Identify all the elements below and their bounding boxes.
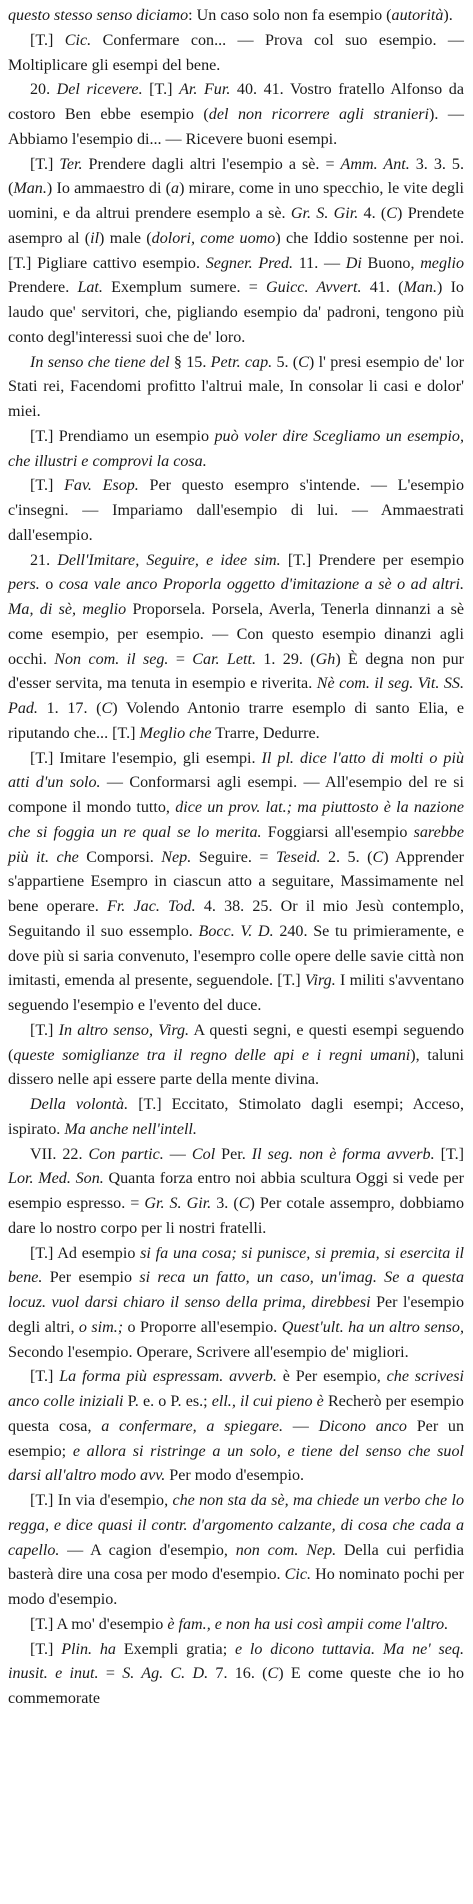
italic-text-run: In altro senso, Virg. [58, 1021, 190, 1039]
text-run: 4. 38. 25. Or il mio Jesù contemplo, Seguitando il suo essemplo. [8, 898, 464, 940]
text-run: o [39, 576, 59, 594]
entry-paragraph [8, 1019, 464, 1093]
text-run: [T.] [142, 81, 180, 99]
text-run: Exemplum sumere. = [102, 279, 267, 297]
text-run: ) Per cotale assempro, dobbiamo dare lo nostro corpo per li nostri fratelli. [8, 1195, 464, 1237]
text-run: Proporsela. Porsela, Averla, Tenerla dinnanzi a sè come esempio, per esempio. — Con questo esempio dinanzi agli occhi. [8, 601, 464, 668]
text-run: Ho nominato pochi per modo d'esempio. [8, 1566, 465, 1608]
italic-text-run: Dell'Imitare, Seguire, e idee sim. [57, 551, 281, 569]
italic-text-run: Gr. S. Gir. [290, 205, 359, 222]
italic-text-run: del non ricorrere agli stranieri [208, 106, 429, 123]
italic-text-run: In senso che tiene del [30, 353, 170, 371]
italic-text-run: che scrivesi anco colle iniziali [8, 1368, 464, 1410]
italic-text-run: non com. Nep. [235, 1541, 337, 1559]
text-run: ) Apprender s'appartiene Esempro in ciascun atto a seguitare, Massimamente nel bene operare. [8, 848, 464, 915]
text-run: è Per esempio, [276, 1368, 387, 1386]
text-run: [T.] [30, 155, 60, 173]
italic-text-run: sarebbe più it. che [8, 823, 464, 866]
italic-text-run: Lat. [77, 279, 103, 297]
italic-text-run: Fav. Esop. [64, 477, 139, 495]
text-run: Per. [215, 1145, 252, 1163]
text-run: Per questo esempro s'intende. — L'esempio c'insegni. — Impariamo dall'esempio di lui. — Ammaestrati dall'esempio. [8, 477, 464, 544]
text-run: [T.] [434, 1145, 465, 1163]
italic-text-run: Guicc. Avvert. [266, 279, 362, 297]
text-run: Per esempio [42, 1269, 140, 1287]
italic-text-run: è fam., e non ha usi così ampii come l'altro. [167, 1615, 449, 1633]
italic-text-run: Gr. S. Gir. [144, 1195, 212, 1212]
entry-paragraph [8, 1093, 464, 1143]
text-run: o Proporre all'esempio. [123, 1318, 282, 1336]
text-run: — [163, 1145, 192, 1163]
italic-text-run: Della volontà. [30, 1096, 129, 1113]
italic-text-run: Teseid. [275, 848, 321, 866]
italic-text-run: dice un prov. lat.; ma piuttosto è la nazione che si foggia un re qual se lo merita. [8, 799, 464, 841]
entry-paragraph [8, 153, 464, 351]
italic-text-run: questo stesso senso diciamo [8, 7, 189, 24]
italic-text-run: Ma anche nell'intell. [64, 1120, 197, 1138]
text-run: : Un caso solo non fa esempio ( [188, 7, 392, 24]
text-run: 21. [30, 551, 58, 569]
text-run: 11. — [293, 254, 346, 272]
italic-text-run: a [171, 180, 180, 198]
text-run: 41. ( [361, 279, 404, 297]
text-run: ) E come queste che io ho commemorate [8, 1665, 465, 1707]
italic-text-run: Cic. [284, 1566, 312, 1584]
entry-paragraph [8, 4, 464, 29]
text-run: [T.] Prendere per esempio [280, 551, 464, 569]
entry-paragraph [8, 747, 464, 1019]
text-run: Buono, [361, 254, 421, 272]
italic-text-run: Il pl. dice l'atto di molti o più atti d'un solo. [8, 749, 464, 792]
italic-text-run: Del ricevere. [56, 81, 143, 99]
entry-paragraph [8, 1489, 464, 1613]
italic-text-run: C [267, 1665, 279, 1683]
text-run: ) Volendo Antonio trarre esemplo di santo Elia, e riputando che... [T.] [8, 700, 464, 742]
italic-text-run: Nep. [161, 848, 192, 866]
italic-text-run: che non sta da sè, ma chiede un verbo che lo regga, e dice quasi il contr. d'argomento calzante, di cosa che cada a capello. [8, 1492, 464, 1559]
text-run: Secondo l'esempio. Operare, Scrivere all'esempio de' migliori. [8, 1343, 409, 1361]
entry-paragraph [8, 1242, 464, 1366]
entry-paragraph [8, 474, 464, 548]
italic-text-run: ell., il cui pieno è [211, 1393, 324, 1410]
text-run: § 15. [169, 353, 211, 371]
text-run: — Conformarsi agli esempi. — All'esempio del re si compone il mondo tutto, [8, 774, 464, 816]
italic-text-run: C [372, 848, 384, 866]
italic-text-run: Petr. cap. [210, 353, 273, 371]
text-run: Comporsi. [78, 848, 162, 866]
text-run: 20. [30, 81, 57, 99]
text-run: Seguire. = [191, 848, 276, 866]
text-run: Exempli gratia; [115, 1640, 235, 1658]
text-run: = [168, 650, 193, 668]
italic-text-run: Cic. [64, 31, 92, 49]
italic-text-run: meglio [420, 254, 464, 272]
italic-text-run: queste somiglianze tra il regno delle api e i regni umani [13, 1046, 411, 1064]
text-run: ) l' presi esempio de' lor Stati rei, Facendomi profitto l'altrui male, In consolar li casi e dolor' miei. [8, 353, 464, 420]
italic-text-run: C [386, 205, 398, 222]
italic-text-run: si fa una cosa; si punisce, si premia, si esercita il bene. [8, 1244, 464, 1287]
italic-text-run: Quest'ult. ha un altro senso, [281, 1318, 464, 1336]
text-run: Recherò per esempio questa cosa, [8, 1393, 464, 1435]
text-run: = [98, 1665, 123, 1683]
italic-text-run: Fr. Jac. Tod. [107, 898, 196, 915]
italic-text-run: Di [345, 254, 362, 272]
text-run: Confermare con... — Prova col suo esempio. — Moltiplicare gli esempi del bene. [8, 31, 464, 74]
text-run: [T.] In via d'esempio, [30, 1492, 173, 1509]
italic-text-run: Con partic. [88, 1145, 164, 1163]
text-run: [T.] Eccitato, Stimolato dagli esempi; Acceso, ispirato. [8, 1096, 464, 1138]
italic-text-run: il [90, 229, 100, 247]
italic-text-run: può voler dire Scegliamo un esempio, che illustri e comprovi la cosa. [8, 427, 464, 470]
text-run: 1. 17. ( [37, 700, 102, 717]
text-run: [T.] Imitare l'esempio, gli esempi. [30, 749, 262, 767]
entry-paragraph [8, 1613, 464, 1638]
italic-text-run: Ter. [59, 155, 83, 173]
italic-text-run: si reca un fatto, un caso, un'imag. Se a questa locuz. vuol darsi chiaro il senso della prima, direbbesi [8, 1269, 464, 1311]
text-run: 3. ( [211, 1195, 239, 1212]
italic-text-run: o sim.; [78, 1318, 124, 1336]
italic-text-run: C [298, 353, 309, 371]
italic-text-run: Bocc. V. D. [198, 922, 274, 940]
italic-text-run: dolori, come uomo [151, 229, 276, 247]
text-run: ) Io ammaestro di ( [46, 180, 172, 198]
italic-text-run: La forma più espressam. avverb. [59, 1368, 277, 1386]
text-run: Prendere dagli altri l'esempio a sè. = [82, 155, 341, 173]
italic-text-run: Dicono anco [318, 1417, 407, 1435]
text-run: [T.] Ad esempio [30, 1244, 141, 1262]
italic-text-run: Nè com. il seg. Vit. SS. Pad. [8, 675, 464, 717]
text-run: — [283, 1417, 319, 1435]
text-run: Quanta forza entro noi abbia scultura Oggi si vede per esempio espresso. = [8, 1170, 464, 1212]
entry-paragraph [8, 78, 464, 152]
italic-text-run: Man. [403, 279, 437, 297]
text-run: I militi s'avventano seguendo l'esempio e l'evento del duce. [8, 972, 464, 1014]
entry-paragraph [8, 425, 464, 475]
text-run: ). [443, 7, 453, 24]
entry-paragraph [8, 351, 464, 425]
italic-text-run: C [238, 1195, 250, 1212]
text-run: [T.] [30, 1640, 62, 1658]
italic-text-run: e allora si ristringe a un solo, e tiene del senso che suol darsi all'altro modo avv. [8, 1442, 464, 1485]
text-run: ) Prendete asempro al ( [8, 205, 465, 247]
entry-paragraph [8, 29, 464, 79]
text-run: 7. 16. ( [208, 1665, 268, 1683]
italic-text-run: Il seg. non è forma avverb. [251, 1145, 435, 1163]
text-run: P. e. o P. es.; [123, 1393, 212, 1410]
text-run: ) mirare, come in uno specchio, le vite degli uomini, e da altrui prendere esemplo a sè. [8, 180, 464, 222]
italic-text-run: Car. Lett. [192, 650, 256, 668]
italic-text-run: Segner. Pred. [205, 254, 294, 272]
italic-text-run: a confermare, a spiegare. [101, 1417, 283, 1435]
text-run: 2. 5. ( [320, 848, 373, 866]
text-run: 5. ( [272, 353, 299, 371]
italic-text-run: S. Ag. C. D. [122, 1665, 209, 1683]
italic-text-run: Man. [13, 180, 47, 198]
text-run: ) Io laudo que' servitori, che, pigliando esempio da' padroni, tengono più conto degl'interessi suoi che de' loro. [8, 279, 464, 346]
italic-text-run: autorità [391, 7, 444, 24]
text-run: ) È degna non pur d'esser servita, ma tenuta in esempio e riverita. [8, 650, 465, 693]
text-run: A questi segni, e questi esempi seguendo ( [8, 1021, 465, 1064]
italic-text-run: cosa vale anco Proporla oggetto d'imitazione a sè o ad altri. Ma, di sè, meglio [8, 576, 465, 618]
text-run: 3. 3. 5. ( [8, 155, 464, 198]
text-run: VII. 22. [30, 1145, 89, 1163]
text-run: Trarre, Dedurre. [211, 724, 320, 742]
text-run: 240. Se tu primieramente, e dove più si saria convenuto, l'esempro colle opere delle savie città non imitasti, emenda al presente, seguendole. [T.] [8, 922, 464, 990]
italic-text-run: pers. [8, 576, 40, 594]
text-run: Per modo d'esempio. [165, 1467, 305, 1485]
text-run: [T.] [30, 477, 65, 495]
text-run: 40. 41. Vostro fratello Alfonso da costoro Ben ebbe esempio ( [8, 81, 464, 123]
text-run: [T.] [30, 1021, 59, 1039]
text-run: ) male ( [99, 229, 152, 247]
text-run: [T.] [30, 31, 65, 49]
entry-paragraph [8, 549, 464, 747]
italic-text-run: Plin. ha [61, 1640, 116, 1658]
text-run: ). — Abbiamo l'esempio di... — Ricevere buoni esempi. [8, 106, 465, 148]
entry-paragraph [8, 1365, 464, 1489]
text-run: Della cui perfidia basterà dire una cosa per modo d'esempio. [8, 1541, 465, 1584]
text-run: — A cagion d'esempio, [59, 1541, 236, 1559]
italic-text-run: Non com. il seg. [54, 650, 169, 668]
italic-text-run: Col [191, 1145, 216, 1163]
text-run: [T.] [30, 1368, 60, 1386]
entry-paragraph [8, 1143, 464, 1242]
italic-text-run: C [101, 700, 113, 717]
entry-paragraph [8, 1638, 464, 1712]
text-run: Per l'esempio degli altri, [8, 1294, 464, 1336]
italic-text-run: Gh [315, 650, 336, 668]
italic-text-run: Meglio che [139, 724, 212, 742]
text-run: [T.] Prendiamo un esempio [30, 427, 215, 445]
text-run: Per un esempio; [8, 1417, 465, 1460]
italic-text-run: Lor. Med. Son. [8, 1170, 104, 1188]
text-run: Prendere. [8, 279, 78, 297]
italic-text-run: e lo dicono tuttavia. Ma ne' seq. inusit. e inut. [8, 1640, 465, 1683]
italic-text-run: Ar. Fur. [179, 81, 231, 99]
text-run: 4. ( [358, 205, 387, 222]
text-run: 1. 29. ( [256, 650, 316, 668]
text-run: ) che Iddio sostenne per noi. [T.] Pigliare cattivo esempio. [8, 229, 465, 272]
italic-text-run: Amm. Ant. [340, 155, 410, 173]
text-run: [T.] A mo' d'esempio [30, 1615, 168, 1633]
italic-text-run: Virg. [304, 972, 336, 990]
text-run: ), taluni dissero nelle api essere parte della mente divina. [8, 1046, 464, 1089]
text-run: Foggiarsi all'esempio [261, 823, 414, 841]
